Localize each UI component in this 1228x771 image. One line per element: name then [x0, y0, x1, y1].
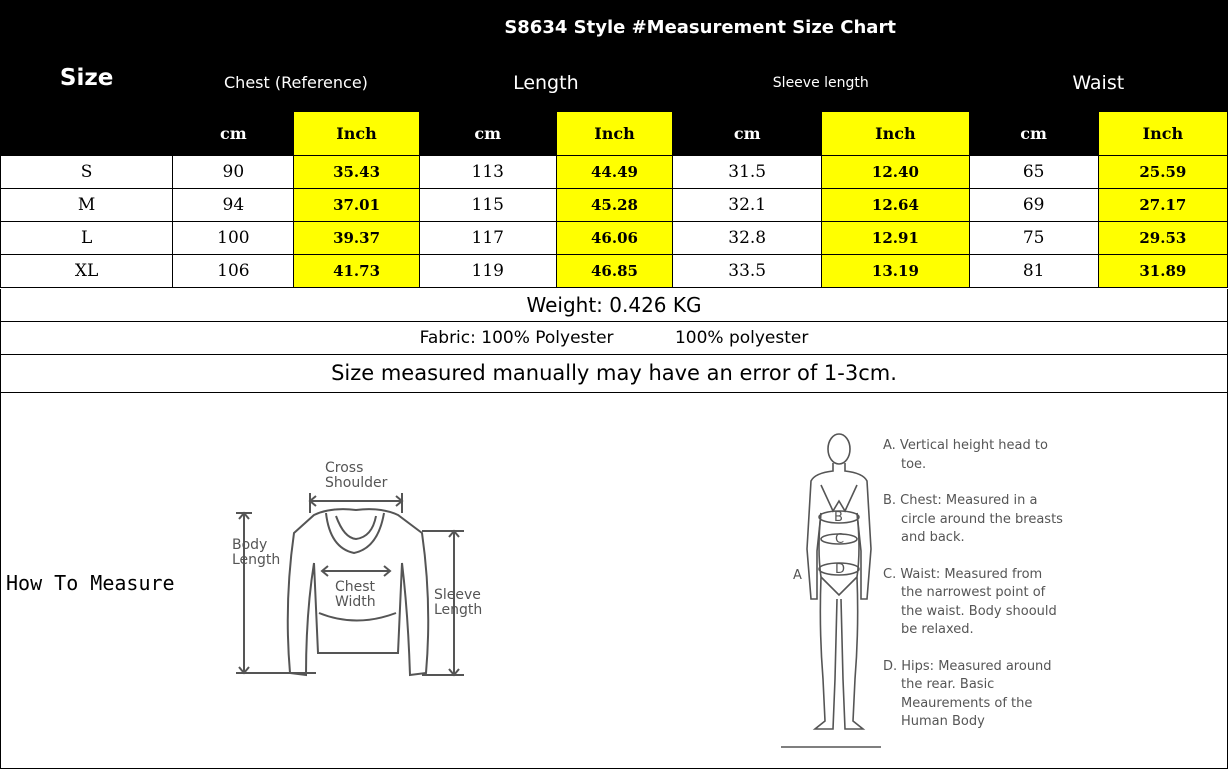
size-label: M — [1, 189, 173, 222]
unit-header: Inch — [1098, 112, 1227, 156]
fabric-line — [0, 322, 1228, 355]
group-length: Length — [419, 54, 672, 112]
table-cell: 117 — [419, 222, 556, 255]
table-cell: 75 — [969, 222, 1098, 255]
table-row — [1, 156, 1228, 189]
chart-title: S8634 Style #Measurement Size Chart — [173, 1, 1228, 54]
figure-label-b: B — [834, 510, 843, 525]
unit-header: cm — [969, 112, 1098, 156]
unit-header: cm — [673, 112, 822, 156]
fabric-text: Fabric: 100% Polyester — [419, 328, 614, 348]
body-figure-diagram — [781, 429, 881, 762]
table-cell: 115 — [419, 189, 556, 222]
chest-label: Chest — [335, 579, 376, 595]
width-label: Width — [335, 594, 376, 610]
shoulder-label: Shoulder — [325, 475, 388, 491]
unit-header: Inch — [556, 112, 672, 156]
unit-header: Inch — [822, 112, 969, 156]
table-cell: 31.89 — [1098, 255, 1227, 288]
unit-header: cm — [419, 112, 556, 156]
note-waist: C. Waist: Measured from the narrowest point of the waist. Body shoould be relaxed. — [883, 566, 1057, 637]
size-header: Size — [1, 1, 173, 156]
table-cell: 25.59 — [1098, 156, 1227, 189]
figure-label-a: A — [793, 568, 802, 583]
table-cell: 13.19 — [822, 255, 969, 288]
table-cell: 46.85 — [556, 255, 672, 288]
shirt-diagram — [226, 453, 486, 698]
body-measurement-notes — [883, 437, 1063, 750]
table-cell: 37.01 — [294, 189, 419, 222]
group-waist: Waist — [969, 54, 1227, 112]
how-to-measure-section — [0, 393, 1228, 769]
size-label: XL — [1, 255, 173, 288]
figure-label-d: D — [835, 562, 846, 577]
table-cell: 119 — [419, 255, 556, 288]
table-cell: 31.5 — [673, 156, 822, 189]
error-note: Size measured manually may have an error of 1-3cm. — [0, 355, 1228, 393]
note-hips: D. Hips: Measured around the rear. Basic Meaurements of the Human Body — [883, 658, 1052, 729]
table-cell: 45.28 — [556, 189, 672, 222]
size-label: L — [1, 222, 173, 255]
group-chest: Chest (Reference) — [173, 54, 419, 112]
sleeve-length-label: Length — [434, 602, 483, 618]
unit-header: Inch — [294, 112, 419, 156]
body-label: Body — [232, 537, 268, 553]
table-cell: 12.91 — [822, 222, 969, 255]
cross-label: Cross — [325, 460, 364, 476]
table-cell: 12.64 — [822, 189, 969, 222]
table-cell: 90 — [173, 156, 294, 189]
table-cell: 35.43 — [294, 156, 419, 189]
table-cell: 32.1 — [673, 189, 822, 222]
group-sleeve-length: Sleeve length — [673, 54, 969, 112]
size-chart-table — [0, 0, 1228, 288]
table-cell: 106 — [173, 255, 294, 288]
table-cell: 39.37 — [294, 222, 419, 255]
table-row — [1, 255, 1228, 288]
unit-header: cm — [173, 112, 294, 156]
weight-line: Weight: 0.426 KG — [0, 289, 1228, 322]
table-cell: 94 — [173, 189, 294, 222]
table-cell: 46.06 — [556, 222, 672, 255]
table-cell: 29.53 — [1098, 222, 1227, 255]
sleeve-label: Sleeve — [434, 587, 481, 603]
table-cell: 69 — [969, 189, 1098, 222]
table-cell: 44.49 — [556, 156, 672, 189]
table-row — [1, 189, 1228, 222]
how-to-measure-label: How To Measure — [6, 571, 175, 595]
table-cell: 12.40 — [822, 156, 969, 189]
table-cell: 81 — [969, 255, 1098, 288]
table-cell: 27.17 — [1098, 189, 1227, 222]
body-length-label: Length — [232, 552, 281, 568]
note-chest: B. Chest: Measured in a circle around the breasts and back. — [883, 493, 1063, 545]
table-cell: 41.73 — [294, 255, 419, 288]
table-cell: 100 — [173, 222, 294, 255]
table-cell: 113 — [419, 156, 556, 189]
table-row — [1, 222, 1228, 255]
table-cell: 32.8 — [673, 222, 822, 255]
fabric-alt-text: 100% polyester — [674, 328, 809, 348]
note-height: A. Vertical height head to toe. — [883, 438, 1048, 472]
table-cell: 65 — [969, 156, 1098, 189]
figure-label-c: C — [835, 532, 845, 547]
table-cell: 33.5 — [673, 255, 822, 288]
size-label: S — [1, 156, 173, 189]
